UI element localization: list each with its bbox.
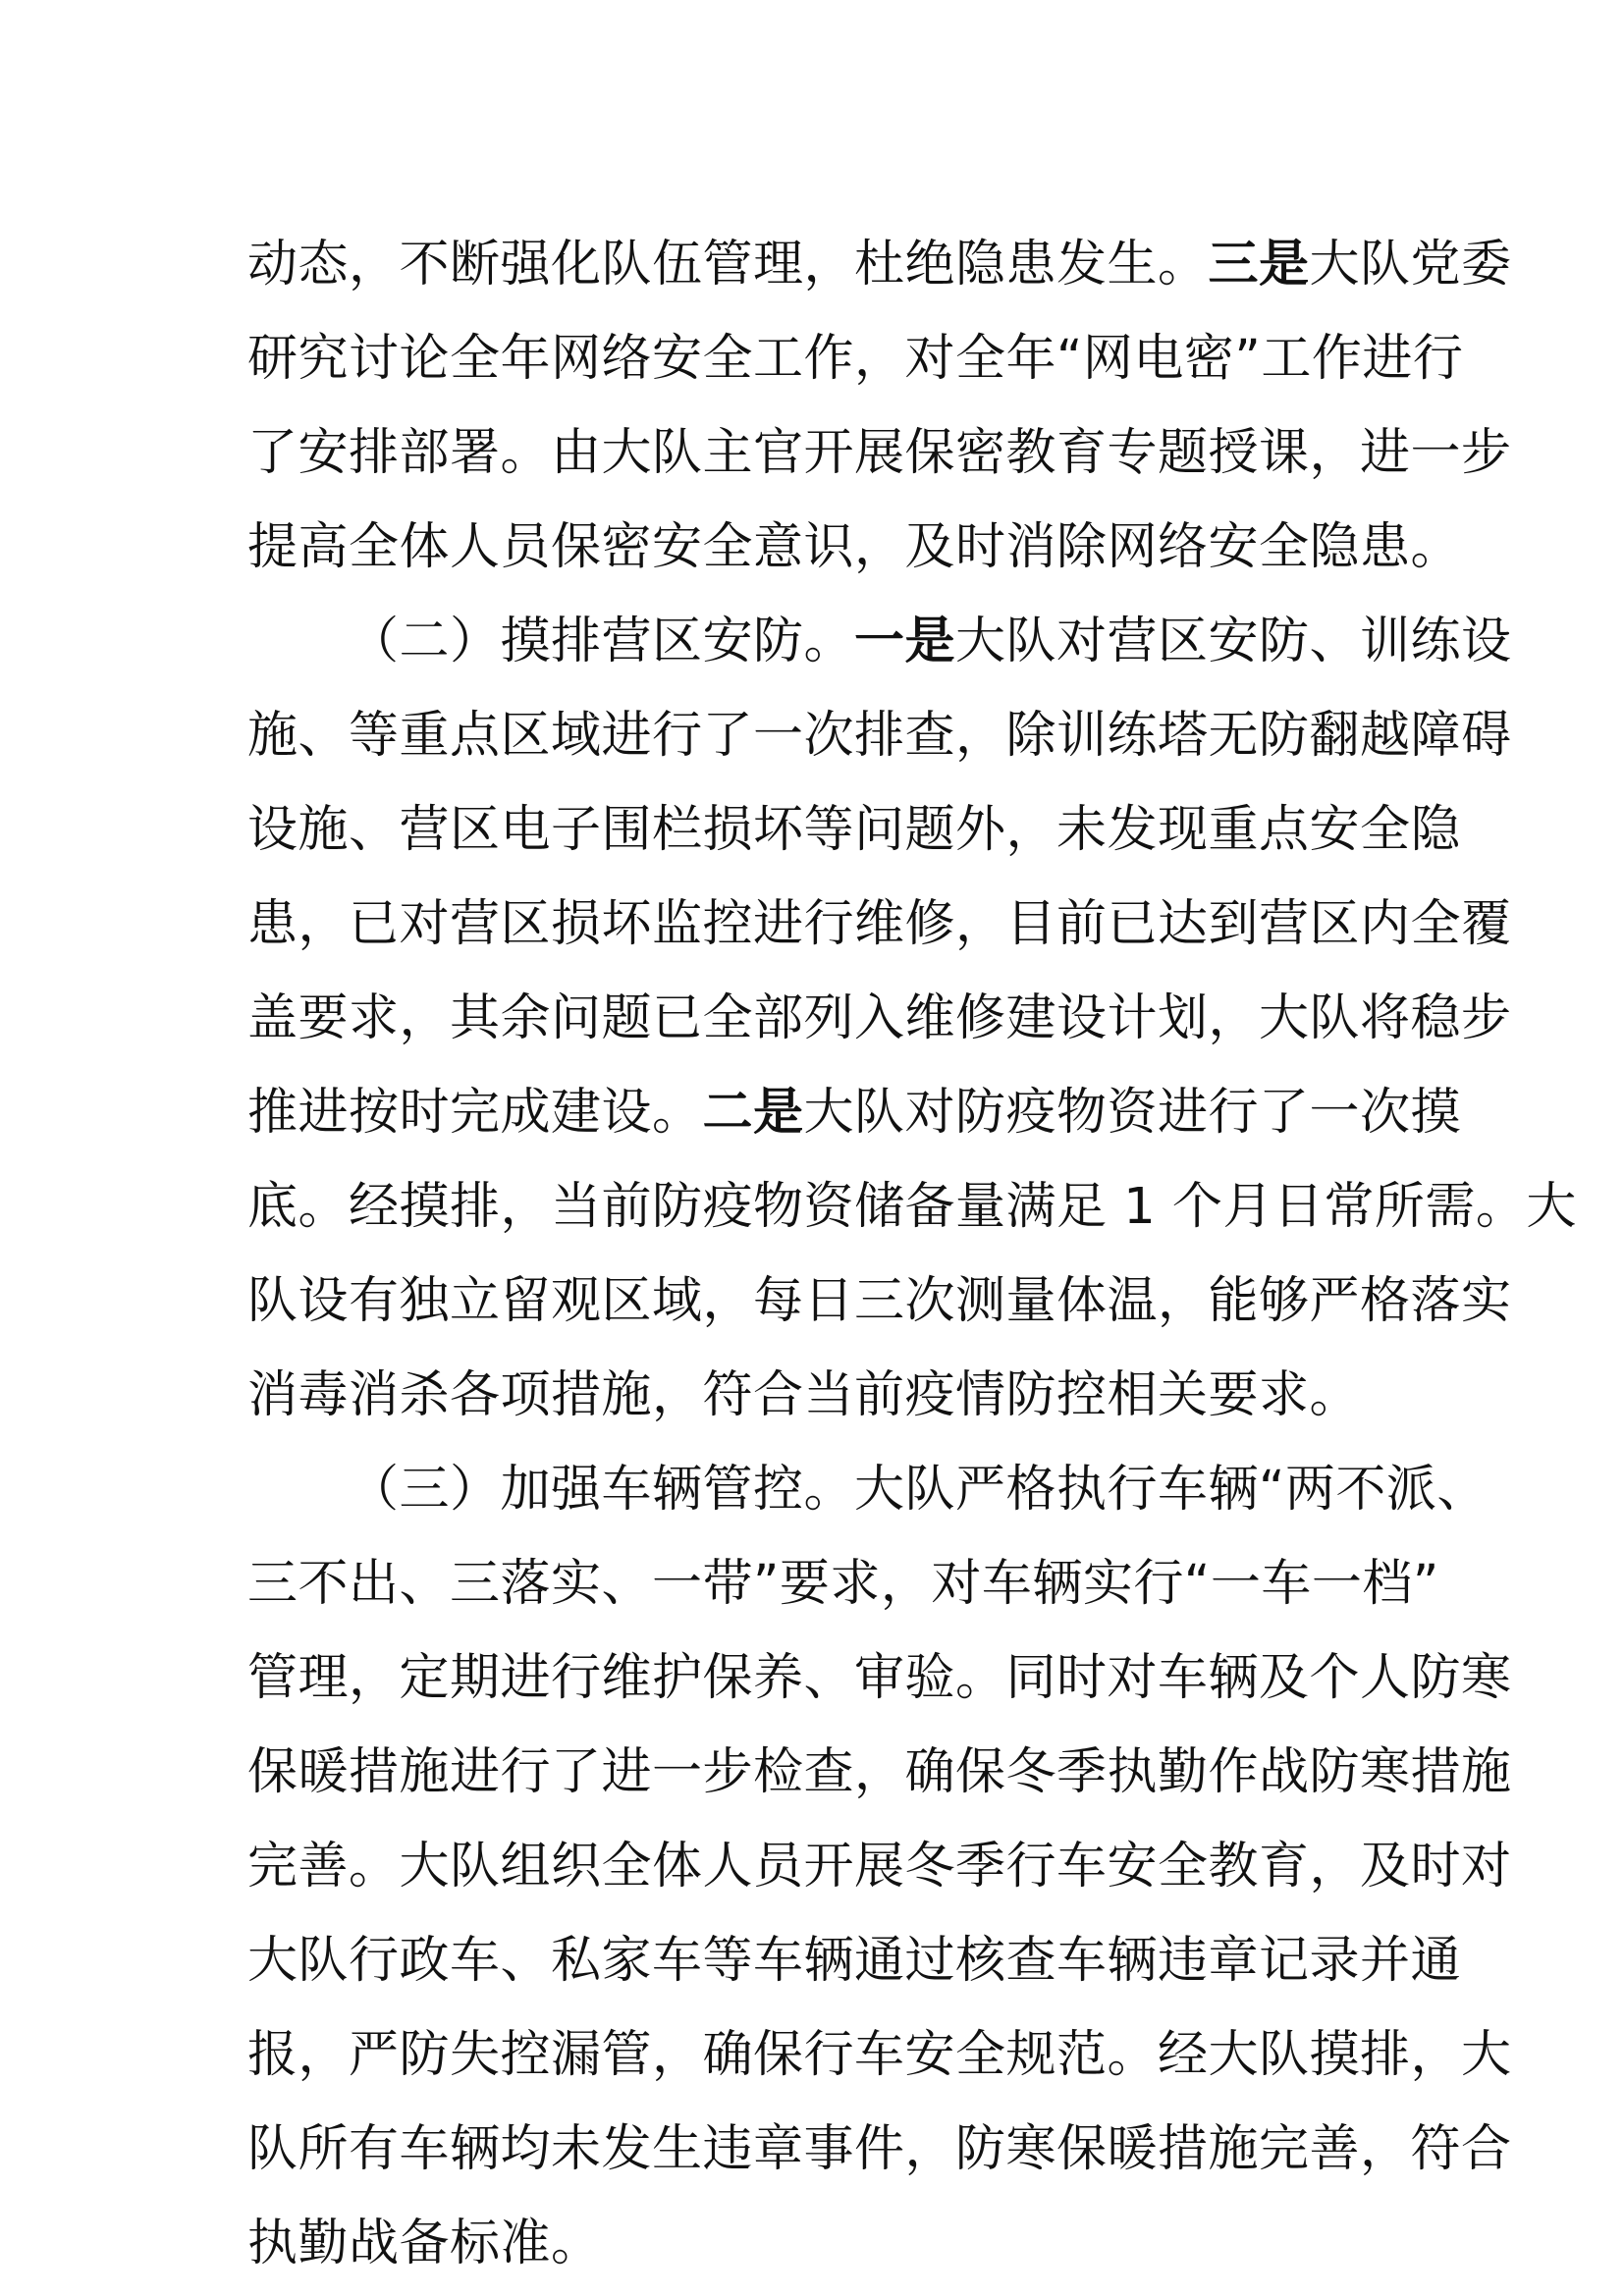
bold-marker: 二是 [702, 1084, 804, 1142]
text-run: 执勤战备标准。 [247, 2215, 602, 2272]
section-heading: （三）加强车辆管控。大队严格执行车辆“两不派、 [349, 1461, 1488, 1519]
text-run: 大队党委 [1309, 236, 1512, 294]
text-run: 消毒消杀各项措施，符合当前疫情防控相关要求。 [247, 1366, 1361, 1424]
text-run: 底。经摸排，当前防疫物资储备量满足 1 个月日常所需。大 [247, 1178, 1577, 1236]
text-run: 盖要求，其余问题已全部列入维修建设计划，大队将稳步 [247, 989, 1512, 1047]
text-line [247, 1160, 1577, 1255]
text-run: 推进按时完成建设。 [247, 1084, 703, 1142]
text-line [247, 1255, 1512, 1349]
text-line [247, 2103, 1512, 2197]
text-line [247, 1820, 1512, 1914]
section-heading: （二）摸排营区安防。 [349, 613, 855, 670]
document-body [247, 218, 1577, 2291]
text-line [247, 501, 1462, 595]
text-line [247, 2008, 1512, 2103]
text-line [247, 1537, 1439, 1631]
text-line [247, 218, 1512, 312]
text-line [247, 1066, 1462, 1160]
text-run: 研究讨论全年网络安全工作，对全年“网电密”工作进行 [247, 330, 1464, 388]
text-run: 报，严防失控漏管，确保行车安全规范。经大队摸排，大 [247, 2026, 1512, 2084]
section-heading-line [247, 1443, 1488, 1537]
text-run: 完善。大队组织全体人员开展冬季行车安全教育，及时对 [247, 1838, 1512, 1896]
text-line [247, 689, 1512, 783]
text-run: 了安排部署。由大队主官开展保密教育专题授课，进一步 [247, 424, 1512, 482]
text-line [247, 2197, 1391, 2291]
text-line [247, 1914, 1462, 2008]
text-run: 大队行政车、私家车等车辆通过核查车辆违章记录并通 [247, 1932, 1462, 1990]
text-run: 大队对营区安防、训练设 [955, 613, 1512, 670]
text-line [247, 1631, 1512, 1726]
text-run: 队设有独立留观区域，每日三次测量体温，能够严格落实 [247, 1272, 1512, 1330]
text-line [247, 1349, 1391, 1443]
text-run: 管理，定期进行维护保养、审验。同时对车辆及个人防寒 [247, 1649, 1512, 1707]
text-run: 患，已对营区损坏监控进行维修，目前已达到营区内全覆 [247, 895, 1512, 953]
text-line [247, 878, 1512, 972]
bold-marker: 三是 [1208, 236, 1310, 294]
text-run: 提高全体人员保密安全意识，及时消除网络安全隐患。 [247, 518, 1462, 576]
text-line [247, 783, 1462, 878]
text-run: 施、等重点区域进行了一次排查，除训练塔无防翻越障碍 [247, 707, 1512, 765]
text-run: 设施、营区电子围栏损坏等问题外，未发现重点安全隐 [247, 801, 1462, 859]
text-run: 动态，不断强化队伍管理，杜绝隐患发生。 [247, 236, 1209, 294]
text-line [247, 406, 1512, 501]
text-line [247, 972, 1512, 1066]
text-run: 队所有车辆均未发生违章事件，防寒保暖措施完善，符合 [247, 2120, 1512, 2178]
text-line [247, 1726, 1512, 1820]
text-run: 三不出、三落实、一带”要求，对车辆实行“一车一档” [247, 1555, 1439, 1613]
section-heading-line [247, 595, 1512, 689]
bold-marker: 一是 [854, 613, 956, 670]
text-run: 大队对防疫物资进行了一次摸 [803, 1084, 1462, 1142]
text-line [247, 312, 1464, 406]
text-run: 保暖措施进行了进一步检查，确保冬季执勤作战防寒措施 [247, 1743, 1512, 1801]
